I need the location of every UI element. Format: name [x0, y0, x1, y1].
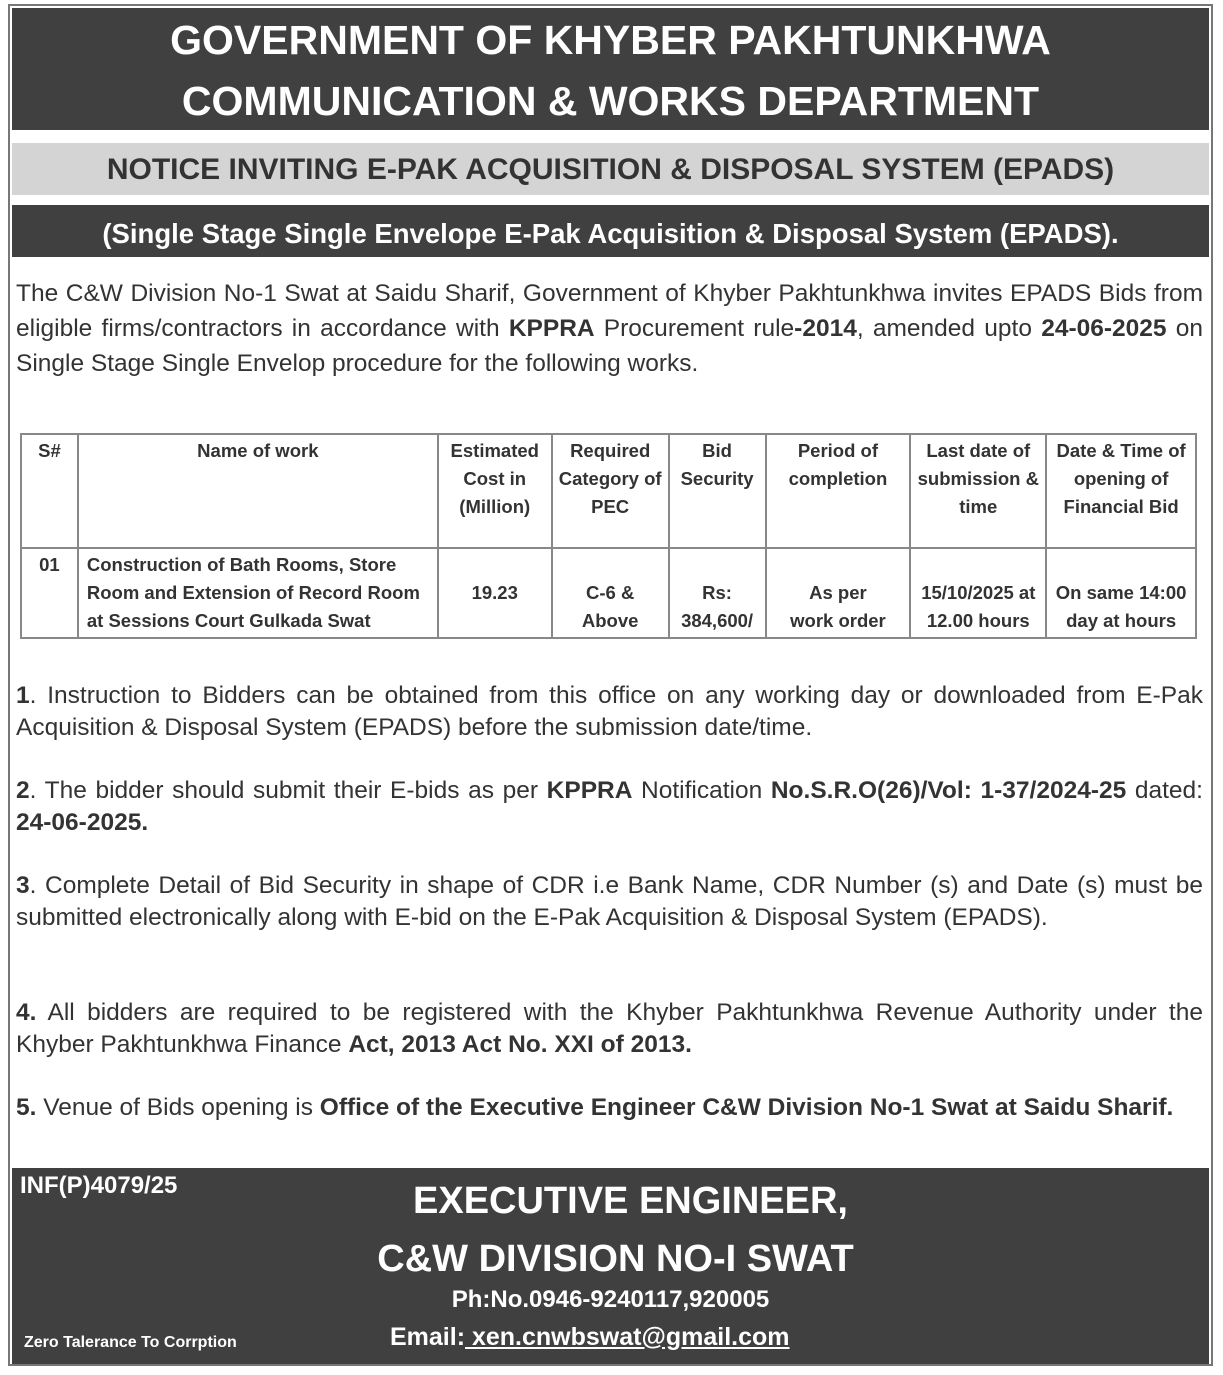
point-4: 4. All bidders are required to be registered with the Khyber Pakhtunkhwa Revenue Authority under the Khyber Pakhtunkhwa Finance Act, 2013 Act No. XXI of 2013.	[16, 999, 1203, 1058]
table-row	[21, 548, 1196, 638]
phone-number: Ph:No.0946-9240117,920005	[451, 1286, 770, 1313]
table-header-row	[21, 434, 1196, 548]
intro-paragraph: The C&W Division No-1 Swat at Saidu Sharif, Government of Khyber Pakhtunkhwa invites EPADS Bids from eligible firms/contractors in accordance with KPPRA Procurement rule-2014, amended upto 24-06-2025 on Single Stage Single Envelop procedure for the following works.	[16, 280, 1204, 377]
email-line: Email: xen.cnwbswat@gmail.com	[390, 1323, 790, 1351]
notice-title: NOTICE INVITING E-PAK ACQUISITION & DISPOSAL SYSTEM (EPADS)	[12, 143, 1209, 195]
cell-bid-security: Rs: 384,600/	[669, 548, 766, 638]
col-header: Date & Time of opening of Financial Bid	[1046, 434, 1196, 548]
col-header: Last date of submission & time	[910, 434, 1046, 548]
slogan: Zero Talerance To Corrption	[24, 1334, 237, 1351]
cell-category: C-6 & Above	[552, 548, 669, 638]
col-header: Required Category of PEC	[552, 434, 669, 548]
cell-work-name: Construction of Bath Rooms, Store Room and Extension of Record Room at Sessions Court Gulkada Swat	[78, 548, 438, 638]
cell-opening: On same 14:00 day at hours	[1046, 548, 1196, 638]
works-table	[20, 433, 1197, 639]
col-header: Name of work	[78, 434, 438, 548]
signatory-division: C&W DIVISION NO-I SWAT	[377, 1238, 854, 1280]
header	[12, 8, 1209, 130]
cell-last-date: 15/10/2025 at 12.00 hours	[910, 548, 1046, 638]
point-1: 1. Instruction to Bidders can be obtained from this office on any working day or downloaded from E-Pak Acquisition & Disposal System (EPADS) before the submission date/time.	[16, 682, 1203, 741]
footer	[12, 1168, 1209, 1364]
header-line2: COMMUNICATION & WORKS DEPARTMENT	[181, 78, 1040, 124]
col-header: Period of completion	[766, 434, 911, 548]
point-3: 3. Complete Detail of Bid Security in shape of CDR i.e Bank Name, CDR Number (s) and Date (s) must be submitted electronically along with E-bid on the E-Pak Acquisition & Disposal System (EPADS).	[16, 872, 1203, 931]
notice-subtitle: (Single Stage Single Envelope E-Pak Acquisition & Disposal System (EPADS).	[12, 205, 1209, 257]
cell-period: As per work order	[766, 548, 911, 638]
cell-cost: 19.23	[438, 548, 552, 638]
col-header: S#	[21, 434, 78, 548]
header-line1: GOVERNMENT OF KHYBER PAKHTUNKHWA	[170, 17, 1051, 63]
cell-sno: 01	[21, 548, 78, 638]
col-header: Estimated Cost in (Million)	[438, 434, 552, 548]
point-5: 5. Venue of Bids opening is Office of the Executive Engineer C&W Division No-1 Swat at Saidu Sharif.	[16, 1094, 1174, 1121]
signatory-title: EXECUTIVE ENGINEER,	[413, 1180, 848, 1222]
reference-number: INF(P)4079/25	[20, 1172, 178, 1199]
col-header: Bid Security	[669, 434, 766, 548]
point-2: 2. The bidder should submit their E-bids as per KPPRA Notification No.S.R.O(26)/Vol: 1-37/2024-25 dated: 24-06-2025.	[16, 777, 1203, 836]
email-link[interactable]: xen.cnwbswat@gmail.com	[465, 1323, 790, 1351]
